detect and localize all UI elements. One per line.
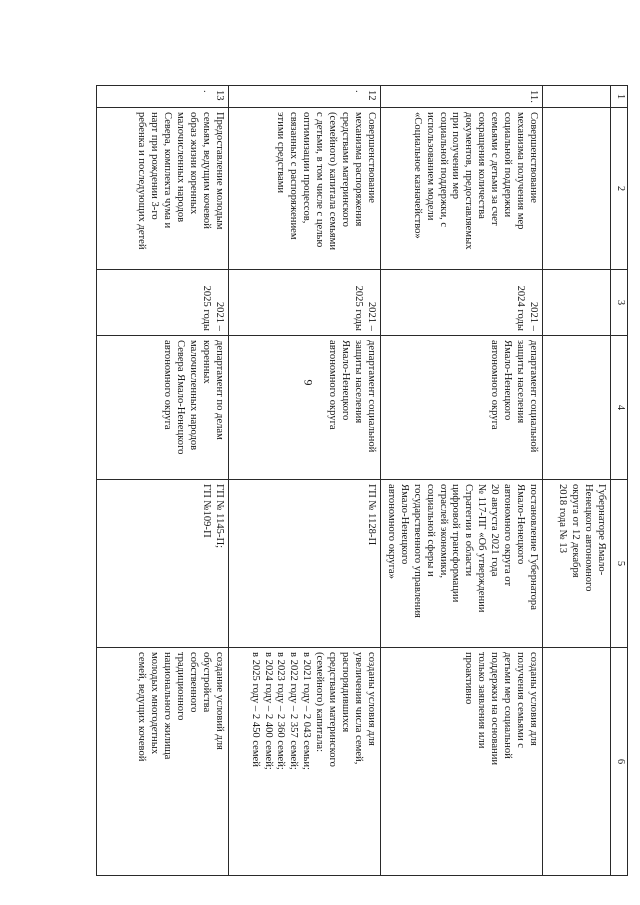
header-cell: 3 xyxy=(611,270,628,336)
text-line: семьями с детьми за счет xyxy=(489,112,501,226)
text-line: 2021 – xyxy=(528,301,539,331)
text-line: Ямало-Ненецкого xyxy=(515,484,527,565)
text-line: национального жилища xyxy=(162,652,174,760)
text-line: этими средствами xyxy=(275,112,287,194)
text-line: автономного округа xyxy=(162,340,174,430)
text-line: автономного округа xyxy=(489,340,501,430)
text-line: автономного округа от xyxy=(502,484,514,587)
text-line: защиты населения xyxy=(515,340,527,424)
table-cell xyxy=(543,108,611,270)
text-line: механизма распоряжения xyxy=(353,112,365,227)
text-line: социальной поддержки xyxy=(502,112,514,218)
text-line: Ненецкого автономного xyxy=(583,484,595,592)
cell-name xyxy=(96,108,228,270)
text-line: созданы условия для xyxy=(528,652,539,746)
text-line: малочисленных народов xyxy=(188,340,200,451)
text-line: Стратегии в области xyxy=(463,484,475,577)
text-line: 2025 годы xyxy=(201,285,213,331)
header-row xyxy=(611,86,628,876)
text-line: в 2025 году – 2 450 семей xyxy=(249,652,261,767)
cell-executor xyxy=(228,336,380,480)
text-line: (семейного) капитала: xyxy=(314,652,326,753)
text-line: 2021 – xyxy=(213,301,225,331)
rotated-table-wrapper xyxy=(98,85,628,875)
text-line: «Социальное казначейство» xyxy=(411,112,423,239)
header-cell: 6 xyxy=(611,648,628,876)
text-line: в 2022 году – 2 357 семей; xyxy=(288,652,300,770)
table-cell xyxy=(543,86,611,108)
text-line: автономного округа» xyxy=(385,484,397,579)
text-line: только заявления или xyxy=(476,652,488,749)
text-line: средствами материнского xyxy=(327,652,339,767)
table-row xyxy=(380,86,542,876)
text-line: Ямало-Ненецкого xyxy=(340,340,352,421)
text-line: увеличения числа семей, xyxy=(353,652,365,765)
text-line: ГП № 1128-П xyxy=(365,484,377,546)
text-line: детьми мер социальной xyxy=(502,652,514,759)
text-line: № 117-ПГ «Об утверждении xyxy=(476,484,488,613)
text-line: Ямало-Ненецкого xyxy=(502,340,514,421)
text-line: цифровой трансформации xyxy=(450,484,462,603)
text-line: с детьми, в том числе с целью xyxy=(314,112,326,248)
text-line: коренных xyxy=(201,340,213,384)
text-line: проактивно xyxy=(463,652,475,705)
text-line: Губернаторе Ямало- xyxy=(596,484,607,576)
text-line: связанных с распоряжением xyxy=(288,112,300,240)
cell-result xyxy=(380,648,542,876)
text-line: использованием модели xyxy=(424,112,436,221)
text-line: распорядившихся xyxy=(340,652,352,733)
text-line: департамент социальной xyxy=(365,340,377,453)
cell-result xyxy=(228,648,380,876)
text-line: ребенка и последующих детей xyxy=(136,112,148,250)
text-line: защиты населения xyxy=(353,340,365,424)
header-cell: 2 xyxy=(611,108,628,270)
table-cell xyxy=(543,270,611,336)
text-line: поддержки на основании xyxy=(489,652,501,766)
cell-name xyxy=(380,108,542,270)
cell-num: 13. xyxy=(96,86,228,108)
text-line: Севера, комплекта чума и xyxy=(162,112,174,229)
cell-period xyxy=(228,270,380,336)
header-cell: 1 xyxy=(611,86,628,108)
cell-executor xyxy=(380,336,542,480)
text-line: традиционного xyxy=(175,652,187,721)
cell-period xyxy=(96,270,228,336)
table-row xyxy=(228,86,380,876)
text-line: создание условий для xyxy=(213,652,225,750)
text-line: малочисленных народов xyxy=(175,112,187,223)
text-line: семей, ведущих кочевой xyxy=(136,652,148,762)
text-line: Совершенствование xyxy=(365,112,377,203)
text-line: получения семьями с xyxy=(515,652,527,748)
text-line: социальной поддержки, с xyxy=(437,112,449,228)
text-line: департамент социальной xyxy=(528,340,539,453)
text-line: Совершенствование xyxy=(528,112,539,203)
text-line: Севера Ямало-Ненецкого xyxy=(175,340,187,455)
text-line: 20 августа 2021 года xyxy=(489,484,501,577)
text-line: автономного округа xyxy=(327,340,339,430)
continued-row xyxy=(543,86,611,876)
cell-document xyxy=(228,480,380,648)
text-line: отраслей экономики, xyxy=(437,484,449,578)
measures-table xyxy=(96,85,628,876)
text-line: 2025 годы xyxy=(353,285,365,331)
text-line: собственного xyxy=(188,652,200,713)
text-line: 2024 годы xyxy=(515,285,527,331)
text-line: нарт при рождении 3-го xyxy=(149,112,161,220)
text-line: обустройства xyxy=(201,652,213,713)
cell-document xyxy=(380,480,542,648)
text-line: сокращения количества xyxy=(476,112,488,219)
text-line: департамент по делам xyxy=(213,340,225,440)
cell-name xyxy=(228,108,380,270)
cell-executor xyxy=(96,336,228,480)
table-cell xyxy=(543,648,611,876)
text-line: ГП № 1145-П; xyxy=(213,484,225,549)
text-line: оптимизации процессов, xyxy=(301,112,313,224)
text-line: молодых многодетных xyxy=(149,652,161,755)
text-line: ГП №109-П xyxy=(201,484,213,538)
table-cell xyxy=(543,336,611,480)
page-number: 9 xyxy=(301,379,316,386)
text-line: социальной сферы и xyxy=(424,484,436,577)
text-line: семьям, ведущим кочевой xyxy=(201,112,213,229)
cell-document xyxy=(96,480,228,648)
text-line: округа от 12 декабря xyxy=(570,484,582,578)
text-line: постановление Губернатора xyxy=(528,484,539,610)
cell-num: 12. xyxy=(228,86,380,108)
table-row xyxy=(96,86,228,876)
text-line: государственного управления xyxy=(411,484,423,618)
cell-result xyxy=(96,648,228,876)
text-line: в 2023 году – 2 360 семей; xyxy=(275,652,287,770)
text-line: документов, предоставляемых xyxy=(463,112,475,250)
header-cell: 5 xyxy=(611,480,628,648)
text-line: образ жизни коренных xyxy=(188,112,200,215)
text-line: Предоставление молодым xyxy=(213,112,225,230)
text-line: 2018 года № 13 xyxy=(557,484,569,553)
text-line: при получении мер xyxy=(450,112,462,200)
header-cell: 4 xyxy=(611,336,628,480)
cell-document xyxy=(543,480,611,648)
text-line: в 2021 году – 2 043 семьи; xyxy=(301,652,313,771)
text-line: средствами материнского xyxy=(340,112,352,227)
text-line: 2021 – xyxy=(365,301,377,331)
text-line: (семейного) капитала семьями xyxy=(327,112,339,251)
text-line: механизма получения мер xyxy=(515,112,527,230)
cell-num: 11. xyxy=(380,86,542,108)
text-line: в 2024 году – 2 400 семей; xyxy=(262,652,274,770)
cell-period xyxy=(380,270,542,336)
text-line: Ямало-Ненецкого xyxy=(398,484,410,565)
text-line: созданы условия для xyxy=(365,652,377,746)
